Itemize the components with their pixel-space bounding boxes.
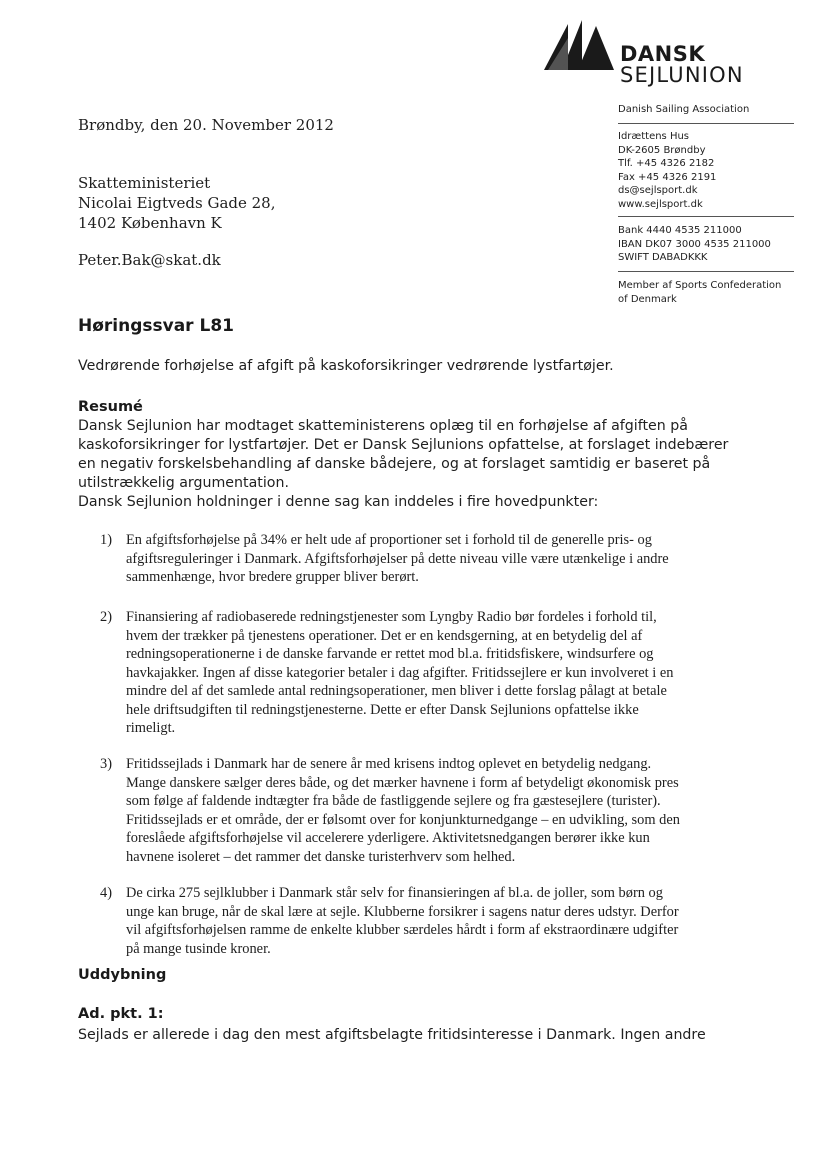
org-logo-text <box>620 44 744 86</box>
fax-line: Fax +45 4326 2191 <box>618 171 717 183</box>
website-line: www.sejlsport.dk <box>618 198 703 210</box>
list-item <box>100 884 750 958</box>
list-item <box>100 755 750 866</box>
divider <box>618 123 794 124</box>
list-line: Mange danskere sælger deres både, og det mærker havnene i form af betydeligt økonomisk pres <box>126 774 679 791</box>
bank-line: Bank 4440 4535 211000 <box>618 225 742 236</box>
list-number: 2) <box>100 609 112 625</box>
ad-point-text: Sejlads er allerede i dag den mest afgiftsbelagte fritidsinteresse i Danmark. Ingen andre <box>78 1027 706 1043</box>
org-address <box>618 130 716 211</box>
list-line: Fritidssejlads i Danmark har de senere år med krisens indtog oplevet en betydelig nedgang. <box>126 756 652 772</box>
list-line: havnene isoleret – det rammer det danske turisterhverv som helhed. <box>126 848 516 865</box>
recipient-email: Peter.Bak@skat.dk <box>78 251 221 269</box>
address-line: Idrættens Hus <box>618 131 690 142</box>
email-line: ds@sejlsport.dk <box>618 185 698 196</box>
list-line: En afgiftsforhøjelse på 34% er helt ude af proportioner set i forhold til de generelle pris- og <box>126 532 652 548</box>
list-line: mindre del af det samlede antal redningsoperationer, men bliver i dette forslag pålagt at betale <box>126 683 667 699</box>
list-line: Fritidssejlads er et område, der er følsomt over for konjunkturnedgange – en udvikling, som den <box>126 811 680 828</box>
swift-line: SWIFT DABADKKK <box>618 252 708 263</box>
list-line: afgiftsreguleringer i Danmark. Afgiftsforhøjelser på dette niveau ville være utænkelige i andre <box>126 550 669 567</box>
sailboat-logo-icon <box>538 16 618 74</box>
list-number: 4) <box>100 885 112 901</box>
membership-note <box>618 279 781 306</box>
uddybning-heading: Uddybning <box>78 967 167 983</box>
ad-point-heading: Ad. pkt. 1: <box>78 1006 164 1022</box>
list-number: 1) <box>100 532 112 548</box>
list-item <box>100 608 750 738</box>
member-line: of Denmark <box>618 293 677 305</box>
resume-line: Dansk Sejlunion har modtaget skatteministerens oplæg til en forhøjelse af afgiften på <box>78 418 688 434</box>
divider <box>618 271 794 272</box>
list-line: vil afgiftsforhøjelsen ramme de enkelte klubber særdeles hårdt i form af ekstraordinære udgifter <box>126 922 679 938</box>
org-name-line1: DANSK <box>620 42 706 66</box>
list-line: Finansiering af radiobaserede redningstjenester som Lyngby Radio bør fordeles i forhold til, <box>126 609 657 625</box>
list-line: havkajakker. Ingen af disse kategorier betaler i dag afgifter. Fritidssejlere er kun involveret i en <box>126 664 674 681</box>
divider <box>618 216 794 217</box>
list-line: redningsoperationerne i de danske farvande er rettet mod bl.a. fritidsfiskere, windsurfere og <box>126 646 654 662</box>
list-number: 3) <box>100 756 112 772</box>
list-line: sammenhænge, hvor bredere grupper bliver berørt. <box>126 569 419 585</box>
recipient-line: Nicolai Eigtveds Gade 28, <box>78 194 276 212</box>
list-line: hvem der trækker på tjenestens operationer. Det er en kendsgerning, at en betydelig del af <box>126 627 643 644</box>
member-line: Member af Sports Confederation <box>618 280 782 291</box>
resume-line: utilstrækkelig argumentation. <box>78 475 289 491</box>
phone-line: Tlf. +45 4326 2182 <box>618 158 715 169</box>
iban-line: IBAN DK07 3000 4535 211000 <box>618 238 771 250</box>
list-line: rimeligt. <box>126 720 176 736</box>
recipient-address <box>78 173 275 233</box>
list-item <box>100 531 750 587</box>
org-english-name: Danish Sailing Association <box>618 104 750 115</box>
list-line: foreslåede afgiftsforhøjelse vil accelerere yderligere. Aktivitetsnedgangen berører ikke kun <box>126 830 650 846</box>
resume-line: kaskoforsikringer for lystfartøjer. Det er Dansk Sejlunions opfattelse, at forslaget indebærer <box>78 437 729 453</box>
resume-line: Dansk Sejlunion holdninger i denne sag kan inddeles i fire hovedpunkter: <box>78 494 599 510</box>
address-line: DK-2605 Brøndby <box>618 144 706 156</box>
resume-line: en negativ forskelsbehandling af danske bådejere, og at forslaget samtidig er baseret på <box>78 456 711 472</box>
list-line: De cirka 275 sejlklubber i Danmark står selv for finansieringen af bl.a. de joller, som børn og <box>126 885 663 901</box>
recipient-line: 1402 København K <box>78 214 222 232</box>
resume-heading: Resumé <box>78 399 143 415</box>
page-title: Høringssvar L81 <box>78 316 234 336</box>
recipient-line: Skatteministeriet <box>78 174 211 192</box>
org-name-line2: SEJLUNION <box>620 63 744 87</box>
list-line: på mange tusinde kroner. <box>126 940 271 957</box>
list-line: unge kan bruge, når de skal lære at sejle. Klubberne forsikrer i sagens natur deres udstyr. Derfor <box>126 903 679 920</box>
letter-date: Brøndby, den 20. November 2012 <box>78 116 334 134</box>
list-line: som følge af faldende indtægter fra både de fastliggende sejlere og fra gæstesejlere (turister). <box>126 793 661 809</box>
subject-line: Vedrørende forhøjelse af afgift på kaskoforsikringer vedrørende lystfartøjer. <box>78 358 614 374</box>
resume-paragraph <box>78 417 758 512</box>
list-line: hele driftsudgiften til redningstjenesterne. Dette er efter Dansk Sejlunions opfattelse ikke <box>126 701 639 718</box>
bank-details <box>618 224 771 265</box>
